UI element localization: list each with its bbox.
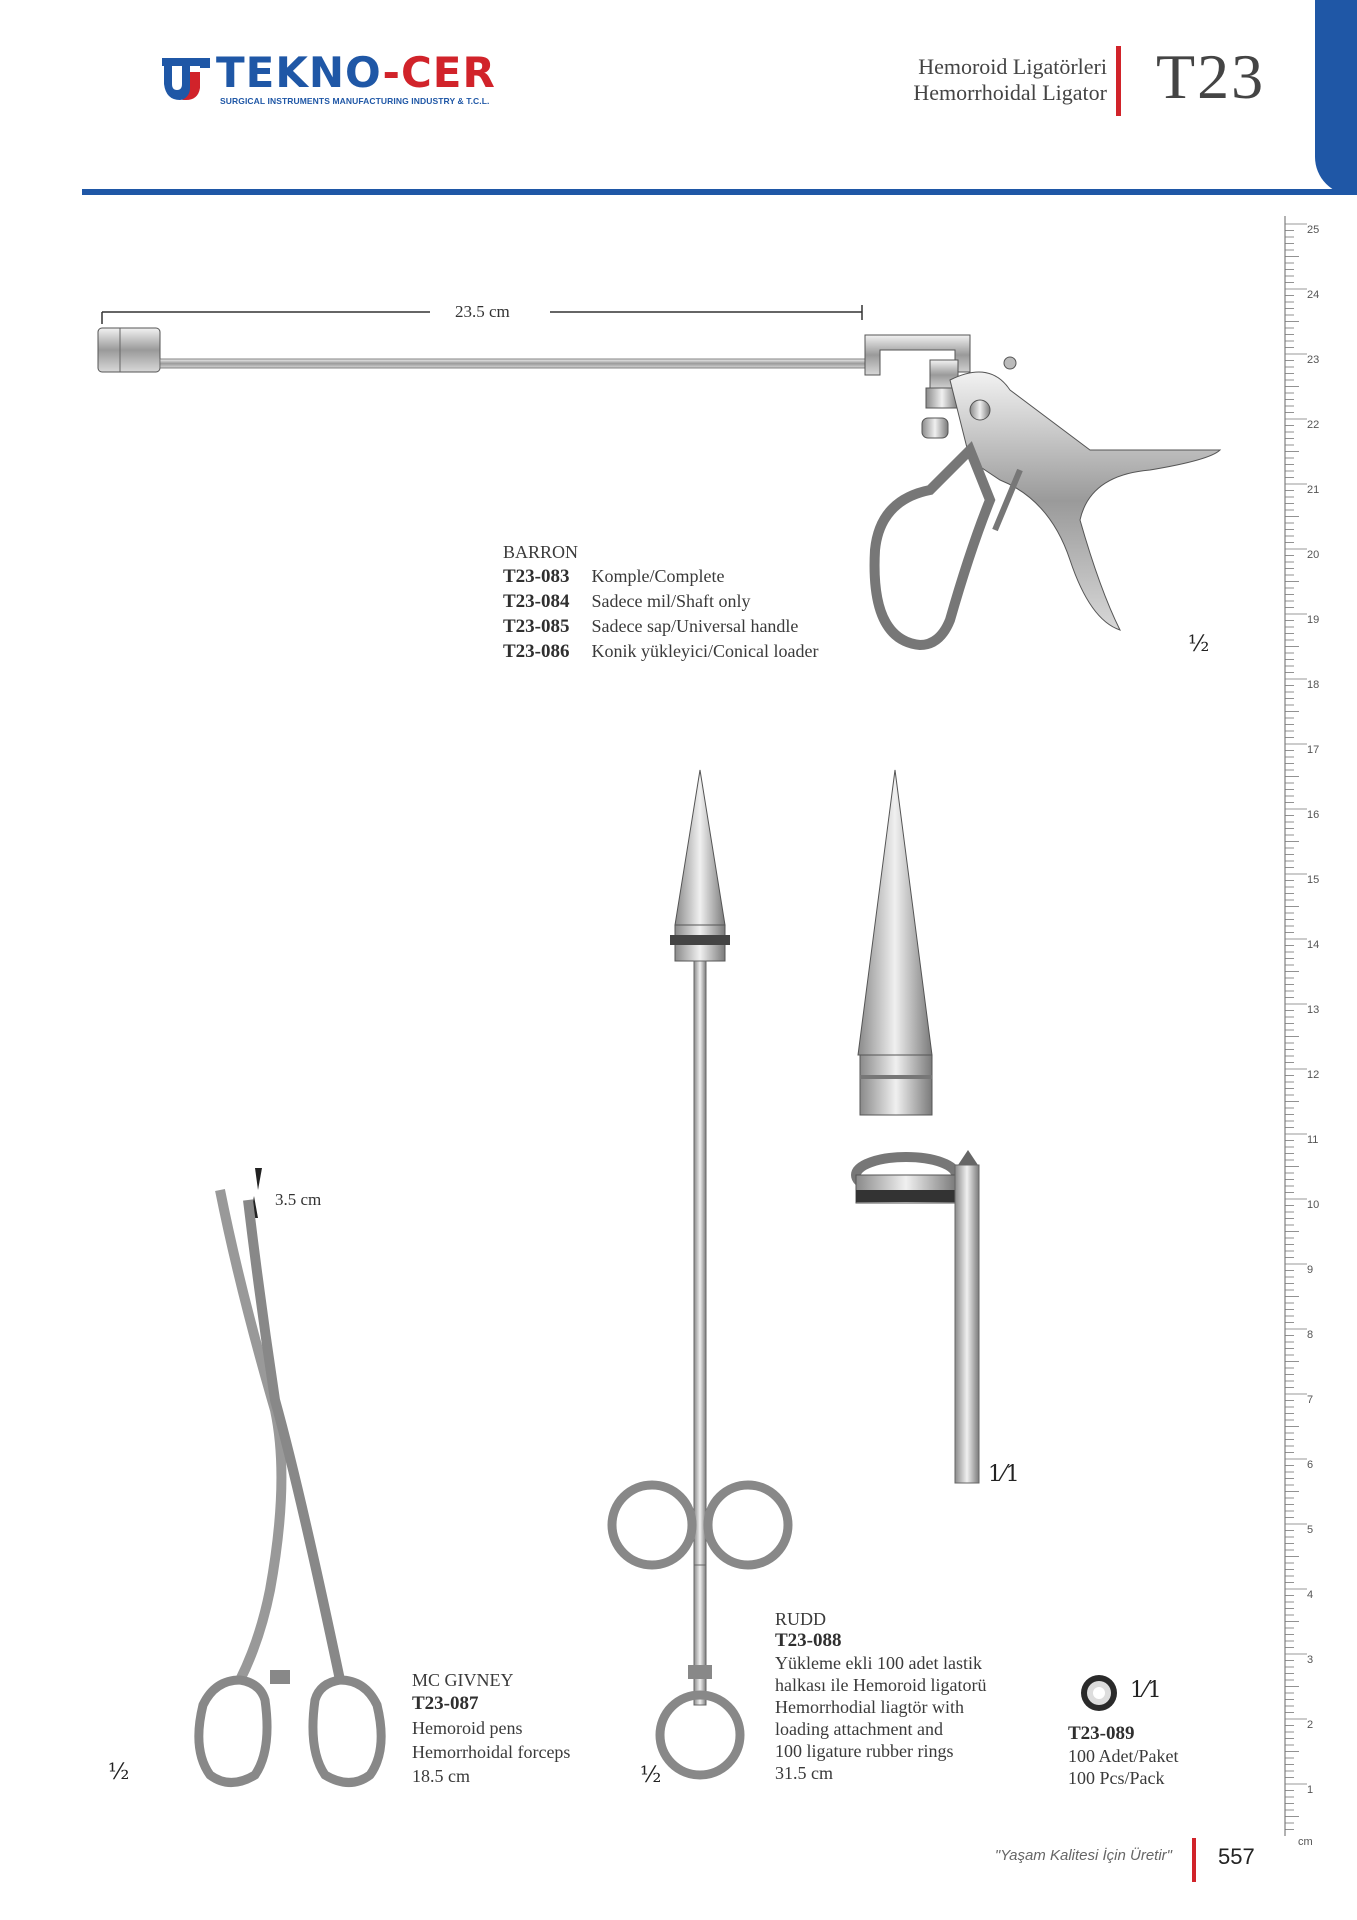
brand-right: CER [400,48,496,97]
barron-dimension: 23.5 cm [455,302,510,321]
ruler-label: 19 [1307,614,1320,626]
barron-name: BARRON [503,542,579,562]
ruler-label: 2 [1307,1719,1314,1731]
ruler-label: 8 [1307,1329,1314,1341]
mcgivney-info [412,1668,570,1788]
rings-code: T23-089 [1068,1723,1135,1744]
header-rule [82,189,1357,195]
rudd-line: loading attachment and [775,1719,943,1739]
ruler-label: 13 [1307,1004,1320,1016]
section-title-en: Hemorrhoidal Ligator [913,80,1107,105]
barron-scale: ½ [1188,632,1210,657]
barron-desc: Komple/Complete [591,566,725,586]
rudd-code: T23-088 [775,1630,842,1651]
rudd-info [775,1608,986,1784]
rings-scale: 1⁄1 [1130,1678,1162,1703]
ruler-label: 3 [1307,1654,1314,1666]
mcgivney-code: T23-087 [412,1693,479,1714]
ruler-label: 5 [1307,1524,1314,1536]
rings-desc-en: 100 Pcs/Pack [1068,1768,1165,1788]
barron-code: T23-083 [503,566,570,587]
ruler-label: 21 [1307,484,1320,496]
rudd-line: Hemorrhodial liagtör with [775,1697,964,1717]
mcgivney-desc-en: Hemorrhoidal forceps [412,1742,571,1762]
barron-code: T23-086 [503,641,570,662]
logo-mark-icon [160,54,212,102]
section-title-tr: Hemoroid Ligatörleri [918,54,1107,79]
cm-ruler [1283,216,1328,1836]
ruler-scale [1283,216,1328,1836]
brand-dash: - [382,48,401,97]
brand-left: TEKNO [216,48,383,97]
ruler-label: 17 [1307,744,1320,756]
header-corner-tab [1315,0,1357,195]
rudd-detail-scale: 1⁄1 [988,1462,1020,1487]
ruler-label: 4 [1307,1589,1314,1601]
ruler-label: 9 [1307,1264,1314,1276]
ruler-label: 22 [1307,419,1320,431]
mcgivney-name: MC GIVNEY [412,1670,514,1690]
footer-motto: "Yaşam Kalitesi İçin Üretir" [994,1847,1172,1864]
ruler-unit: cm [1298,1836,1313,1848]
footer-divider [1192,1838,1196,1882]
mcgivney-length: 18.5 cm [412,1766,470,1786]
ruler-label: 7 [1307,1394,1314,1406]
ruler-label: 20 [1307,549,1320,561]
barron-row [503,614,818,639]
tekno-cer-logo [160,48,500,112]
ruler-label: 6 [1307,1459,1314,1471]
barron-code: T23-085 [503,616,570,637]
ruler-label: 15 [1307,874,1320,886]
rudd-detail-illustration [850,765,1000,1485]
barron-row [503,589,818,614]
ruler-label: 1 [1307,1784,1314,1796]
rudd-scale: ½ [640,1763,662,1788]
ruler-label: 16 [1307,809,1320,821]
ruler-label: 12 [1307,1069,1320,1081]
barron-code: T23-084 [503,591,570,612]
barron-row [503,639,818,664]
barron-row [503,564,818,589]
mcgivney-scale: ½ [108,1760,130,1785]
header-divider [1116,46,1121,116]
rings-info [1068,1723,1179,1789]
section-title [913,54,1107,106]
ruler-label: 11 [1307,1134,1319,1146]
rudd-name: RUDD [775,1609,827,1629]
rudd-line: Yükleme ekli 100 adet lastik [775,1653,982,1673]
ruler-label: 25 [1307,224,1320,236]
rudd-line: 31.5 cm [775,1763,833,1783]
mcgivney-desc-tr: Hemoroid pens [412,1718,523,1738]
barron-desc: Konik yükleyici/Conical loader [591,641,819,661]
page-number: 557 [1218,1844,1255,1869]
rudd-line: halkası ile Hemoroid ligatorü [775,1675,987,1695]
mcgivney-dimension: 3.5 cm [275,1190,322,1209]
rudd-line: 100 ligature rubber rings [775,1741,954,1761]
mcgivney-forceps-illustration [120,1160,440,1800]
brand-name [216,48,496,97]
rings-desc-tr: 100 Adet/Paket [1068,1746,1179,1766]
barron-desc: Sadece sap/Universal handle [591,616,799,636]
ruler-label: 23 [1307,354,1320,366]
rubber-ring-icon [1078,1672,1120,1714]
ruler-label: 10 [1307,1199,1320,1211]
ruler-label: 14 [1307,939,1320,951]
section-code: T23 [1156,41,1266,112]
ruler-label: 18 [1307,679,1320,691]
ruler-label: 24 [1307,289,1320,301]
barron-info [503,540,818,664]
barron-desc: Sadece mil/Shaft only [591,591,751,611]
brand-tagline: SURGICAL INSTRUMENTS MANUFACTURING INDUSTRY & T.C.L. [220,96,490,106]
